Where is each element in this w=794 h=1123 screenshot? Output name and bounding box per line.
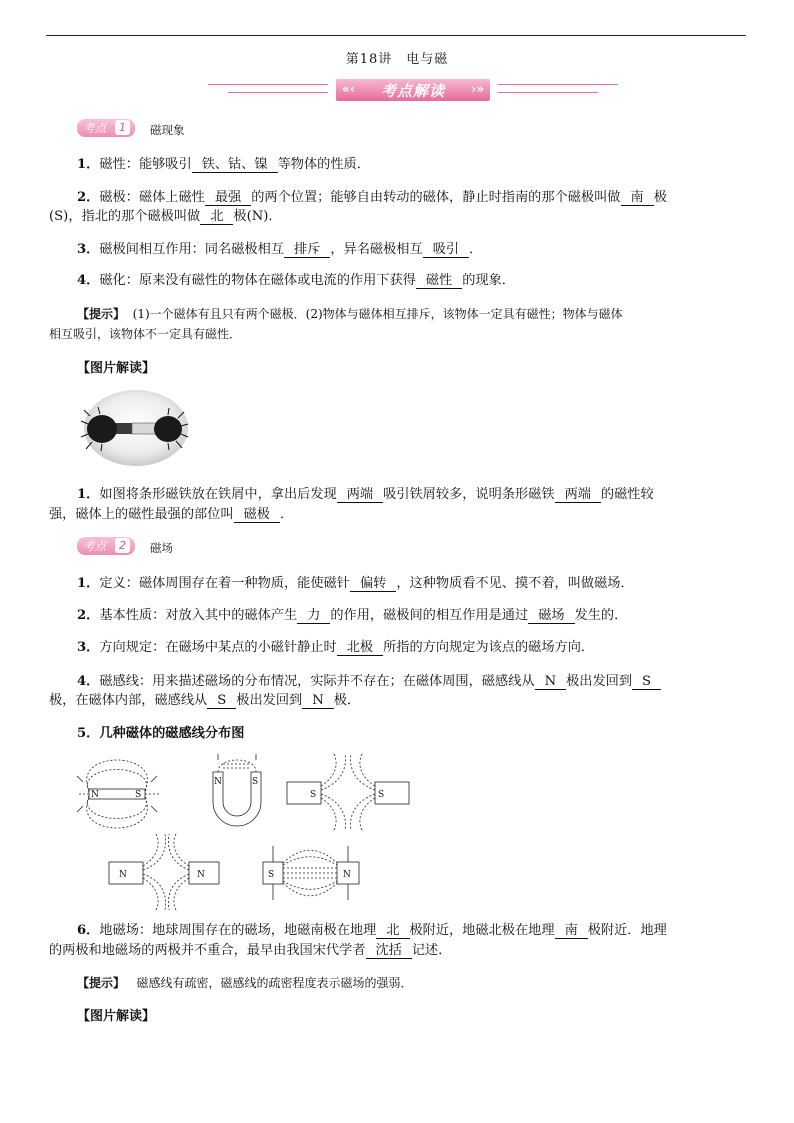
like-poles-s-field xyxy=(287,752,409,832)
s-pole-label: S xyxy=(252,777,259,787)
s-pole-label: S xyxy=(378,790,385,800)
blank: 排斥 xyxy=(284,242,330,258)
blank: 沈括 xyxy=(366,943,412,959)
s-pole-label: S xyxy=(310,790,317,800)
banner-line-right-2 xyxy=(498,92,598,93)
bar-magnet-field xyxy=(77,760,159,828)
s-pole-label: S xyxy=(268,870,275,880)
tag-number: 1 xyxy=(115,120,130,135)
section-tag-2 xyxy=(77,537,135,555)
tip-2: 【提示】 磁感线有疏密，磁感线的疏密程度表示磁场的强弱． xyxy=(77,976,413,990)
chevron-right-icon: ›» xyxy=(471,82,484,96)
tip-1: 【提示】 (1)一个磁体有且只有两个磁极．(2)物体与磁体相互排斥，该物体一定具有磁性；物体与磁体 xyxy=(77,307,623,321)
s2-item-1: 1．定义：磁体周围存在着一种物质，能使磁针 偏转 ，这种物质看不见、摸不着，叫做磁场． xyxy=(77,576,634,591)
blank: N xyxy=(302,693,334,709)
blank: 磁性 xyxy=(416,273,462,289)
s1-item-2: 2．磁极：磁体上磁性 最强 的两个位置；能够自由转动的磁体，静止时指南的那个磁极叫做 南 极 xyxy=(77,190,667,205)
blank: 南 xyxy=(555,923,588,939)
s-pole-label: S xyxy=(135,790,142,800)
blank: 力 xyxy=(297,608,330,624)
figure-heading-1: 【图片解读】 xyxy=(77,361,156,376)
n-pole-label: N xyxy=(197,870,205,880)
u-magnet-field xyxy=(213,754,261,826)
s2-item-4: 4．磁感线：用来描述磁场的分布情况，实际并不存在；在磁体周围，磁感线从 N 极出发回到 S xyxy=(77,673,661,691)
banner-line-right xyxy=(498,84,618,85)
blank: 两端 xyxy=(337,487,383,503)
tag-number: 2 xyxy=(115,538,130,553)
section-title: 磁场 xyxy=(150,541,173,555)
lecture-title: 第18讲 电与磁 xyxy=(345,52,449,67)
s1-item-3: 3．磁极间相互作用：同名磁极相互 排斥 ，异名磁极相互 吸引 ． xyxy=(77,242,483,257)
s1-figure-text: 1．如图将条形磁铁放在铁屑中，拿出后发现 两端 吸引铁屑较多，说明条形磁铁 两端 的磁性较 xyxy=(77,487,654,502)
field-lines-diagram-row2 xyxy=(105,832,365,912)
blank: 偏转 xyxy=(350,576,396,592)
s2-item-3: 3．方向规定：在磁场中某点的小磁针静止时 北极 所指的方向规定为该点的磁场方向． xyxy=(77,640,595,655)
blank: 南 xyxy=(621,190,654,206)
blank: 两端 xyxy=(555,487,601,503)
s1-item-4: 4．磁化：原来没有磁性的物体在磁体或电流的作用下获得 磁性 的现象． xyxy=(77,273,515,288)
magnet-iron-filings-photo xyxy=(80,388,190,470)
s2-item-6-cont: 的两极和地磁场的两极并不重合，最早由我国宋代学者 沈括 记述． xyxy=(49,943,452,958)
blank: 北极 xyxy=(337,640,383,656)
unlike-poles-field xyxy=(263,846,359,900)
blank: 吸引 xyxy=(423,242,469,258)
s1-item-2-cont: (S)，指北的那个磁极叫做 北 极(N)． xyxy=(49,209,282,224)
s2-item-6: 6．地磁场：地球周围存在的磁场，地磁南极在地理 北 极附近，地磁北极在地理 南 极附近．地理 xyxy=(77,923,667,938)
banner-pill xyxy=(336,79,490,101)
blank: 最强 xyxy=(205,190,251,206)
blank: 北 xyxy=(376,923,409,939)
figure-heading-2: 【图片解读】 xyxy=(77,1009,156,1024)
section-title: 磁现象 xyxy=(150,123,185,137)
blank: 磁场 xyxy=(528,608,574,624)
n-pole-label: N xyxy=(343,870,351,880)
n-pole-label: N xyxy=(214,777,222,787)
s2-item-5: 5．几种磁体的磁感线分布图 xyxy=(77,726,245,741)
banner-line-left-2 xyxy=(228,92,328,93)
header-rule xyxy=(46,35,746,36)
s1-figure-text-cont: 强，磁体上的磁性最强的部位叫 磁极 ． xyxy=(49,507,294,522)
section-banner xyxy=(208,79,618,103)
blank: N xyxy=(535,674,567,690)
blank: S xyxy=(632,674,661,690)
like-poles-n-field xyxy=(109,832,219,912)
banner-line-left xyxy=(208,84,328,85)
n-pole-label: N xyxy=(119,870,127,880)
tag-label: 考点 xyxy=(83,539,106,553)
blank: 北 xyxy=(200,209,233,225)
s2-item-2: 2．基本性质：对放入其中的磁体产生 力 的作用，磁极间的相互作用是通过 磁场 发生的． xyxy=(77,608,628,623)
banner-title: 考点解读 xyxy=(380,82,445,100)
blank: 铁、钴、镍 xyxy=(192,157,278,173)
section-tag-1 xyxy=(77,119,135,137)
blank: 磁极 xyxy=(234,507,280,523)
n-pole-label: N xyxy=(91,790,99,800)
tag-label: 考点 xyxy=(83,121,106,135)
tip-1-cont: 相互吸引，该物体不一定具有磁性． xyxy=(49,327,242,341)
s2-item-4-cont: 极，在磁体内部，磁感线从 S 极出发回到 N 极． xyxy=(49,693,361,708)
chevron-left-icon: «‹ xyxy=(342,82,355,96)
blank: S xyxy=(207,693,236,709)
s1-item-1: 1．磁性：能够吸引 铁、钴、镍 等物体的性质． xyxy=(77,157,370,172)
